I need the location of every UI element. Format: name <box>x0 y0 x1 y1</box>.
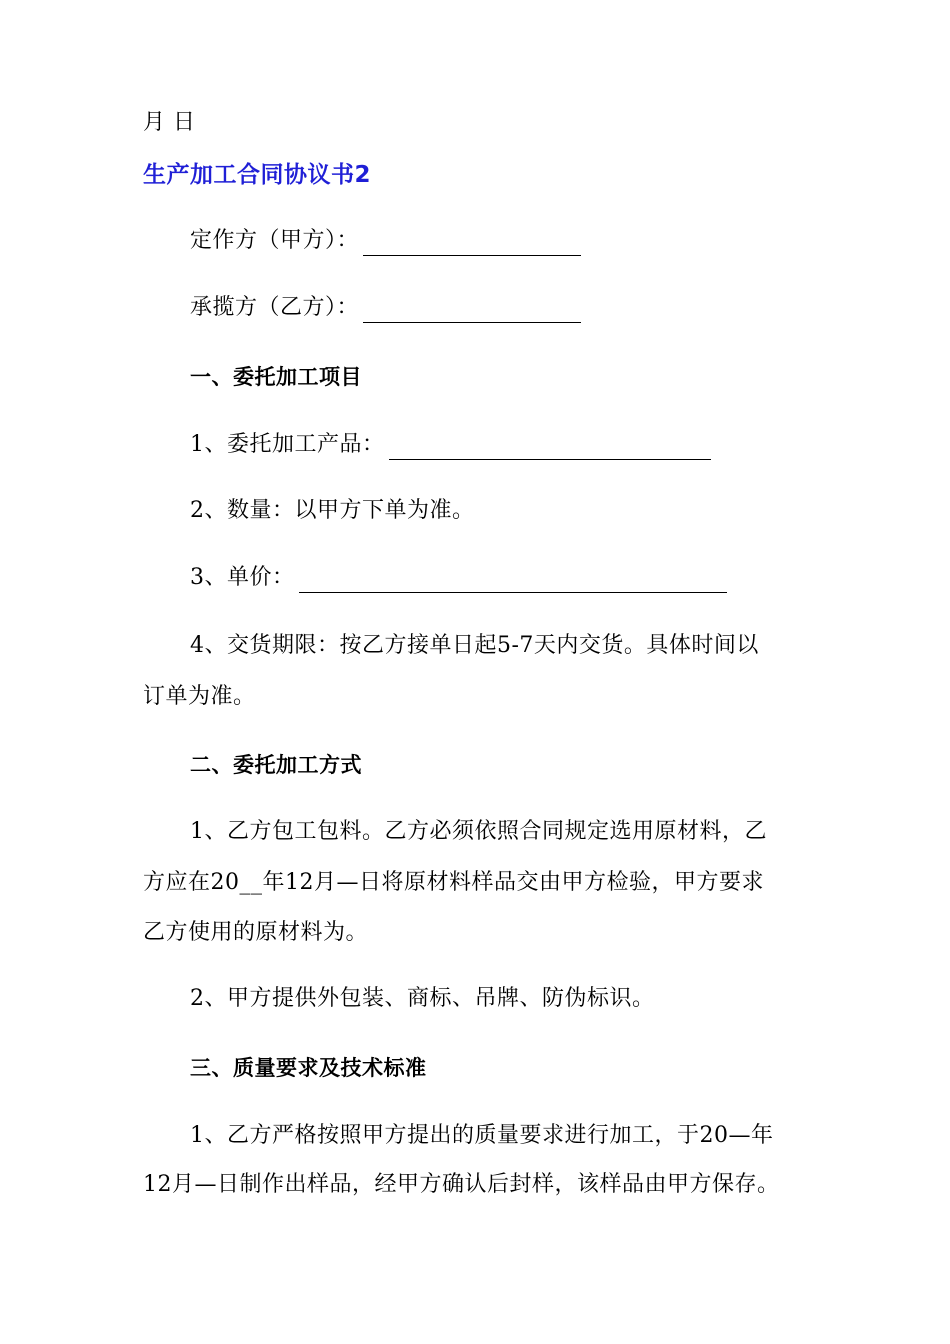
section1-item3-label: 3、单价： <box>190 565 295 590</box>
section1-item4-line1: 4、交货期限：按乙方接单日起5-7天内交货。具体时间以 <box>190 633 759 658</box>
section1-item1-label: 1、委托加工产品： <box>190 432 385 457</box>
section1-item1 <box>190 430 711 460</box>
date-line: 月 日 <box>143 110 196 135</box>
section3-item1-line1: 1、乙方严格按照甲方提出的质量要求进行加工，于20—年 <box>190 1123 774 1148</box>
party-b-label: 承揽方（乙方）： <box>190 295 360 320</box>
section2-item1-line1: 1、乙方包工包料。乙方必须依照合同规定选用原材料，乙 <box>190 819 767 844</box>
party-a-line <box>190 226 581 256</box>
section2-item1-line2: 方应在20__年12月—日将原材料样品交由甲方检验，甲方要求 <box>143 870 764 895</box>
product-blank <box>389 437 711 460</box>
section2-item1-line3: 乙方使用的原材料为。 <box>143 920 369 945</box>
party-b-line <box>190 293 581 323</box>
party-a-blank <box>363 233 581 256</box>
section2-heading: 二、委托加工方式 <box>190 753 362 777</box>
party-a-label: 定作方（甲方）： <box>190 228 360 253</box>
document-title: 生产加工合同协议书2 <box>143 162 372 188</box>
section1-item2: 2、数量：以甲方下单为准。 <box>190 498 475 523</box>
section2-item2: 2、甲方提供外包装、商标、吊牌、防伪标识。 <box>190 986 655 1011</box>
section3-item1-line2: 12月—日制作出样品，经甲方确认后封样，该样品由甲方保存。 <box>143 1172 780 1197</box>
section1-item3 <box>190 563 727 593</box>
section1-heading: 一、委托加工项目 <box>190 365 362 389</box>
section1-item4-line2: 订单为准。 <box>143 684 256 709</box>
price-blank <box>299 570 727 593</box>
party-b-blank <box>363 300 581 323</box>
section3-heading: 三、质量要求及技术标准 <box>190 1056 427 1080</box>
